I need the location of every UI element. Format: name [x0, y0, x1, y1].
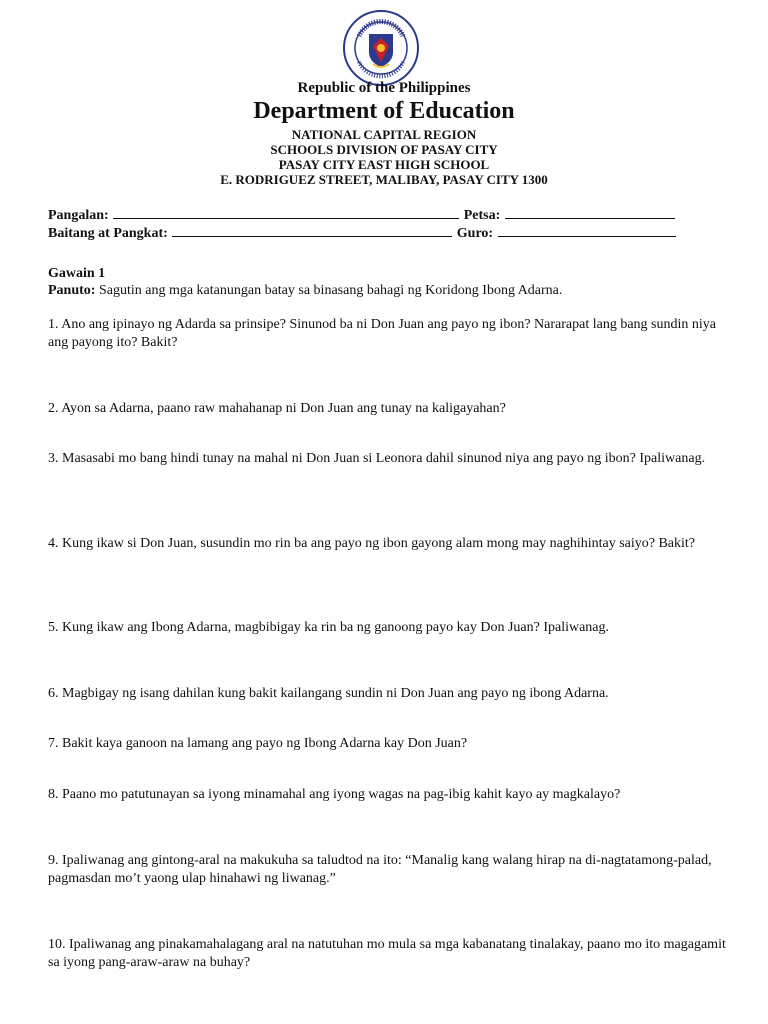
question-1: 1. Ano ang ipinayo ng Adarda sa prinsipe? Sinunod ba ni Don Juan ang payo ng ibon? Nararapat lang bang sundin niya ang payong ito? Bakit? [48, 317, 716, 350]
question-3: 3. Masasabi mo bang hindi tunay na mahal ni Don Juan si Leonora dahil sinunod niya ang payo ng ibon? Ipaliwanag. [48, 451, 706, 466]
question-7: 7. Bakit kaya ganoon na lamang ang payo ng Ibong Adarna kay Don Juan? [48, 736, 468, 751]
instructions-text: Sagutin ang mga katanungan batay sa binasang bahagi ng Koridong Ibong Adarna. [95, 283, 563, 298]
petsa-label: Petsa: [463, 208, 501, 223]
pangalan-label: Pangalan: [48, 208, 109, 223]
region-heading: NATIONAL CAPITAL REGION [291, 127, 477, 142]
instructions [48, 283, 562, 299]
name-date-row [48, 206, 676, 224]
question-2: 2. Ayon sa Adarna, paano raw mahahanap ni Don Juan ang tunay na kaligayahan? [48, 401, 506, 416]
pangalan-field[interactable] [113, 206, 459, 219]
question-8: 8. Paano mo patutunayan sa iyong minamahal ang iyong wagas na pag-ibig kahit kayo ay magkalayo? [48, 787, 621, 802]
question-10: 10. Ipaliwanag ang pinakamahalagang aral na natutuhan mo mula sa mga kabanatang tinalakay, paano mo ito magagamit sa iyong pang-araw-araw na buhay? [48, 937, 726, 970]
question-5: 5. Kung ikaw ang Ibong Adarna, magbibigay ka rin ba ng ganoong payo kay Don Juan? Ipaliwanag. [48, 620, 610, 635]
address-heading: E. RODRIGUEZ STREET, MALIBAY, PASAY CITY 1300 [220, 172, 548, 187]
republic-heading: Republic of the Philippines [297, 80, 471, 96]
activity-title: Gawain 1 [48, 266, 106, 281]
baitang-field[interactable] [172, 224, 452, 237]
grade-teacher-row [48, 224, 677, 242]
school-heading: PASAY CITY EAST HIGH SCHOOL [278, 157, 490, 172]
instructions-label: Panuto: [48, 283, 96, 298]
question-9: 9. Ipaliwanag ang gintong-aral na makukuha sa taludtod na ito: “Manalig kang walang hirap na di-nagtatamong-palad, pagmasdan mo’t yaong ulap hinahawi ng liwanag.” [48, 853, 712, 886]
deped-seal-logo [343, 10, 419, 86]
question-6: 6. Magbigay ng isang dahilan kung bakit kailangang sundin ni Don Juan ang payo ng ibong Adarna. [48, 686, 609, 701]
guro-label: Guro: [456, 226, 494, 241]
baitang-label: Baitang at Pangkat: [48, 226, 168, 241]
guro-field[interactable] [498, 224, 676, 237]
question-4: 4. Kung ikaw si Don Juan, susundin mo rin ba ang payo ng ibon gayong alam mong may naghihintay saiyo? Bakit? [48, 536, 696, 551]
petsa-field[interactable] [505, 206, 675, 219]
division-heading: SCHOOLS DIVISION OF PASAY CITY [270, 142, 498, 157]
department-heading: Department of Education [253, 98, 515, 124]
